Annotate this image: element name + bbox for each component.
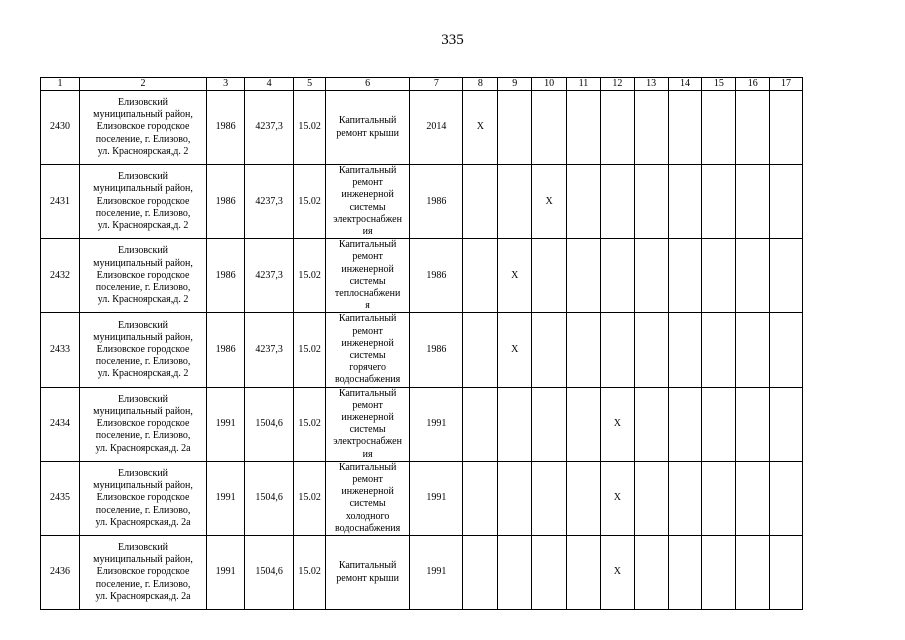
code-cell: 15.02 — [294, 165, 326, 239]
area-cell: 4237,3 — [245, 165, 294, 239]
registry-table — [40, 77, 803, 610]
mark-cell: X — [463, 91, 498, 165]
mark-cell — [702, 461, 736, 535]
year-built-cell: 1986 — [207, 313, 245, 387]
mark-cell — [702, 239, 736, 313]
mark-cell — [498, 91, 532, 165]
mark-cell — [532, 313, 567, 387]
column-number: 17 — [770, 78, 803, 91]
column-number: 7 — [410, 78, 463, 91]
year-cell: 2014 — [410, 91, 463, 165]
mark-cell — [567, 461, 601, 535]
mark-cell — [463, 536, 498, 610]
mark-cell — [634, 313, 668, 387]
mark-cell — [736, 387, 770, 461]
mark-cell — [770, 91, 803, 165]
mark-cell — [532, 91, 567, 165]
code-cell: 15.02 — [294, 313, 326, 387]
mark-cell — [702, 165, 736, 239]
work-type-cell: Капитальный ремонт инженерной системы теплоснабжени я — [326, 239, 410, 313]
mark-cell — [567, 239, 601, 313]
column-number-row — [41, 78, 803, 91]
mark-cell — [668, 91, 702, 165]
address-cell: Елизовский муниципальный район, Елизовское городское поселение, г. Елизово, ул. Красноярская,д. 2а — [79, 387, 206, 461]
mark-cell: X — [600, 387, 634, 461]
mark-cell — [634, 239, 668, 313]
mark-cell — [600, 165, 634, 239]
code-cell: 15.02 — [294, 239, 326, 313]
mark-cell — [702, 387, 736, 461]
mark-cell — [668, 536, 702, 610]
mark-cell — [702, 91, 736, 165]
mark-cell — [770, 165, 803, 239]
row-number-cell: 2430 — [41, 91, 80, 165]
table-row — [41, 313, 803, 387]
column-number: 12 — [600, 78, 634, 91]
address-cell: Елизовский муниципальный район, Елизовское городское поселение, г. Елизово, ул. Красноярская,д. 2 — [79, 165, 206, 239]
mark-cell — [770, 239, 803, 313]
year-cell: 1991 — [410, 461, 463, 535]
mark-cell — [668, 387, 702, 461]
mark-cell: X — [498, 239, 532, 313]
column-number: 3 — [207, 78, 245, 91]
year-cell: 1991 — [410, 387, 463, 461]
table-row — [41, 387, 803, 461]
mark-cell — [770, 313, 803, 387]
row-number-cell: 2436 — [41, 536, 80, 610]
mark-cell — [498, 536, 532, 610]
area-cell: 1504,6 — [245, 536, 294, 610]
year-cell: 1986 — [410, 165, 463, 239]
code-cell: 15.02 — [294, 91, 326, 165]
column-number: 10 — [532, 78, 567, 91]
mark-cell — [567, 165, 601, 239]
column-number: 14 — [668, 78, 702, 91]
mark-cell — [532, 239, 567, 313]
work-type-cell: Капитальный ремонт инженерной системы горячего водоснабжения — [326, 313, 410, 387]
mark-cell — [463, 239, 498, 313]
column-number: 11 — [567, 78, 601, 91]
year-built-cell: 1986 — [207, 239, 245, 313]
mark-cell — [702, 536, 736, 610]
mark-cell — [532, 387, 567, 461]
column-number: 15 — [702, 78, 736, 91]
work-type-cell: Капитальный ремонт инженерной системы электроснабжен ия — [326, 165, 410, 239]
row-number-cell: 2431 — [41, 165, 80, 239]
mark-cell — [668, 239, 702, 313]
mark-cell: X — [600, 461, 634, 535]
year-cell: 1986 — [410, 239, 463, 313]
mark-cell — [770, 536, 803, 610]
mark-cell — [736, 165, 770, 239]
year-built-cell: 1991 — [207, 536, 245, 610]
address-cell: Елизовский муниципальный район, Елизовское городское поселение, г. Елизово, ул. Красноярская,д. 2 — [79, 91, 206, 165]
mark-cell: X — [600, 536, 634, 610]
area-cell: 1504,6 — [245, 461, 294, 535]
column-number: 13 — [634, 78, 668, 91]
column-number: 2 — [79, 78, 206, 91]
table-row — [41, 91, 803, 165]
year-built-cell: 1986 — [207, 165, 245, 239]
mark-cell — [567, 91, 601, 165]
work-type-cell: Капитальный ремонт инженерной системы холодного водоснабжения — [326, 461, 410, 535]
mark-cell — [736, 239, 770, 313]
row-number-cell: 2434 — [41, 387, 80, 461]
mark-cell — [702, 313, 736, 387]
mark-cell — [567, 387, 601, 461]
year-cell: 1991 — [410, 536, 463, 610]
mark-cell — [668, 461, 702, 535]
mark-cell — [736, 461, 770, 535]
mark-cell — [463, 461, 498, 535]
code-cell: 15.02 — [294, 387, 326, 461]
column-number: 9 — [498, 78, 532, 91]
column-number: 16 — [736, 78, 770, 91]
table-row — [41, 239, 803, 313]
column-number: 1 — [41, 78, 80, 91]
address-cell: Елизовский муниципальный район, Елизовское городское поселение, г. Елизово, ул. Красноярская,д. 2а — [79, 461, 206, 535]
mark-cell: X — [532, 165, 567, 239]
mark-cell — [498, 165, 532, 239]
column-number: 5 — [294, 78, 326, 91]
code-cell: 15.02 — [294, 536, 326, 610]
year-built-cell: 1991 — [207, 461, 245, 535]
page-number: 335 — [441, 32, 464, 48]
area-cell: 1504,6 — [245, 387, 294, 461]
mark-cell — [634, 461, 668, 535]
mark-cell — [634, 387, 668, 461]
column-number: 4 — [245, 78, 294, 91]
address-cell: Елизовский муниципальный район, Елизовское городское поселение, г. Елизово, ул. Красноярская,д. 2а — [79, 536, 206, 610]
mark-cell — [600, 91, 634, 165]
mark-cell — [634, 536, 668, 610]
area-cell: 4237,3 — [245, 91, 294, 165]
table-row — [41, 461, 803, 535]
row-number-cell: 2435 — [41, 461, 80, 535]
mark-cell — [668, 313, 702, 387]
mark-cell — [600, 313, 634, 387]
table-row — [41, 165, 803, 239]
mark-cell — [463, 387, 498, 461]
mark-cell — [668, 165, 702, 239]
mark-cell — [736, 91, 770, 165]
work-type-cell: Капитальный ремонт крыши — [326, 536, 410, 610]
work-type-cell: Капитальный ремонт инженерной системы электроснабжен ия — [326, 387, 410, 461]
year-built-cell: 1986 — [207, 91, 245, 165]
mark-cell — [770, 461, 803, 535]
mark-cell — [567, 536, 601, 610]
mark-cell — [463, 165, 498, 239]
code-cell: 15.02 — [294, 461, 326, 535]
mark-cell — [532, 461, 567, 535]
area-cell: 4237,3 — [245, 313, 294, 387]
row-number-cell: 2432 — [41, 239, 80, 313]
mark-cell — [634, 165, 668, 239]
mark-cell — [567, 313, 601, 387]
address-cell: Елизовский муниципальный район, Елизовское городское поселение, г. Елизово, ул. Красноярская,д. 2 — [79, 239, 206, 313]
table-row — [41, 536, 803, 610]
year-built-cell: 1991 — [207, 387, 245, 461]
mark-cell: X — [498, 313, 532, 387]
mark-cell — [532, 536, 567, 610]
address-cell: Елизовский муниципальный район, Елизовское городское поселение, г. Елизово, ул. Красноярская,д. 2 — [79, 313, 206, 387]
mark-cell — [634, 91, 668, 165]
column-number: 8 — [463, 78, 498, 91]
area-cell: 4237,3 — [245, 239, 294, 313]
work-type-cell: Капитальный ремонт крыши — [326, 91, 410, 165]
mark-cell — [498, 387, 532, 461]
row-number-cell: 2433 — [41, 313, 80, 387]
mark-cell — [736, 536, 770, 610]
mark-cell — [498, 461, 532, 535]
year-cell: 1986 — [410, 313, 463, 387]
mark-cell — [770, 387, 803, 461]
mark-cell — [736, 313, 770, 387]
column-number: 6 — [326, 78, 410, 91]
mark-cell — [600, 239, 634, 313]
mark-cell — [463, 313, 498, 387]
